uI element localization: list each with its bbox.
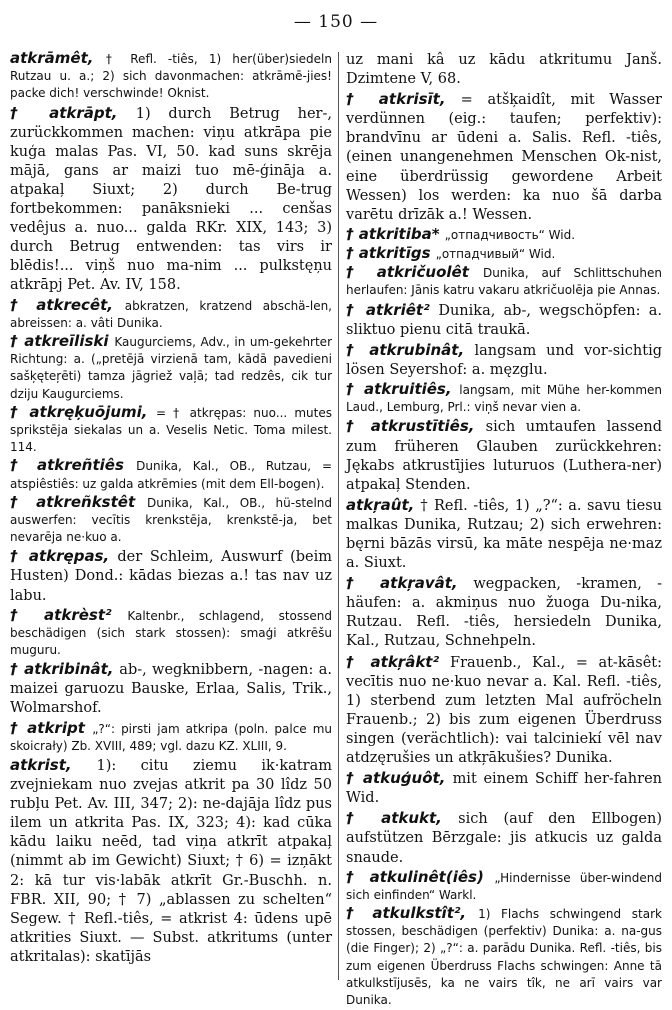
dictionary-entry bbox=[346, 264, 662, 298]
dictionary-entry bbox=[10, 547, 332, 604]
entry-headword: † atkribinât, bbox=[10, 660, 114, 679]
dictionary-entry bbox=[346, 90, 662, 224]
entry-headword: † atkritiba* bbox=[346, 224, 440, 243]
entry-headword: † atkript bbox=[10, 718, 85, 737]
entry-text: Kaugurciems, Adv., in um-gekehrter Richtung: a. („pretējā virzienā tam, kādā pavedieni sašķęteŗēti) tamza jāgriež vaļā; tad redzês, cik tur dziju Kaugurciems. bbox=[10, 334, 332, 401]
entry-text: 1) durch Betrug her-, zurückkommen machen: viņu atkrāpa pie kuģa malas Pas. VI, 50. kad suns skrēja mājā, gans ar maizi tuo mē-ģināja a. atpakaļ Siuxt; 2) durch Be-trug fortbekommen: panāksnieki ... cenšas vedêjus a. nuo... galda RKr. XIX, 143; 3) durch Betrug entwenden: tas virs ir blēdis!... viņš nuo ma-nim ... pulkstęņu atkrāpj Pet. Av. IV, 158. bbox=[10, 105, 332, 294]
entry-headword: † atkričuolêt bbox=[346, 263, 469, 282]
entry-text: Dunika, Kal., OB., Rutzau, = atspiêstiês: uz galda atkrēmies (mit dem Ell-bogen). bbox=[10, 459, 333, 491]
dictionary-entry bbox=[346, 496, 662, 572]
entry-headword: † atkrustītiês, bbox=[346, 417, 475, 436]
entry-text: uz mani kâ uz kādu atkritumu Janš. Dzimtene V, 68. bbox=[346, 52, 662, 88]
entry-headword: † atkritīgs bbox=[346, 244, 431, 263]
entry-headword: † atkriêt² bbox=[346, 300, 430, 319]
dictionary-entry bbox=[346, 653, 662, 768]
dictionary-entry bbox=[346, 50, 662, 88]
dictionary-entry bbox=[10, 756, 332, 966]
right-column bbox=[346, 50, 662, 1010]
dictionary-entry bbox=[346, 417, 662, 493]
entry-text: wegpacken, -kramen, -häufen: a. akmiņus nuo žuoga Du-nika, Rutzau. Refl. -tiês, hersiedeln Dunika, Kal., Rutzau, Schnehpeln. bbox=[346, 576, 663, 650]
left-column bbox=[10, 50, 332, 968]
entry-text: langsam, mit Mühe her-kommen Laud., Lemburg, Prl.: viņš nevar vien a. bbox=[346, 383, 662, 415]
dictionary-entry bbox=[10, 494, 332, 546]
entry-text: „?“: pirsti jam atkripa (poln. palce mu skoicrały) Zb. XVIII, 489; vgl. dazu KZ. XLIII, 9. bbox=[10, 721, 332, 753]
entry-headword: † atkukt, bbox=[346, 809, 442, 828]
entry-text: ab-, wegknibbern, -nagen: a. maizei garuozu Bauske, Erlaa, Salis, Trik., Wolmarshof. bbox=[10, 662, 332, 717]
dictionary-entry bbox=[346, 301, 662, 339]
entry-headword: † atkuģuôt, bbox=[346, 769, 446, 788]
dictionary-entry bbox=[346, 245, 662, 262]
dictionary-entry bbox=[10, 50, 332, 102]
entry-text: mit einem Schiff her-fahren Wid. bbox=[346, 771, 662, 807]
entry-headword: atkrist, bbox=[10, 755, 72, 774]
entry-text: 1): citu ziemu ik·katram zvejniekam nuo zvejas atkrit pa 30 lîdz 50 rubļu Pet. Av. III, 347; 2): ne-dajāja lîdz pus ilem un atkrita Pas. IX, 323; 4): kad cūka kādu laiku neēd, tad viņa atkrīt atpakaļ (nimmt ab im Gewicht) Siuxt; † 6) = izņākt 2: kā tur vis·labāk atkrīt Gr.-Buschh. n. FBR. XII, 90; † 7) „ablassen zu schelten“ Segew. † Refl.-tiês, = atkrist 4: ūdens upē atkrities Siuxt. — Subst. atkritums (unter atkritalas): skatījās bbox=[10, 757, 332, 965]
entry-text: Dunika, auf Schlittschuhen herlaufen: Jānis katru vakaru atkričuolēja pie Annas. bbox=[346, 266, 662, 298]
dictionary-entry bbox=[10, 607, 332, 659]
dictionary-entry bbox=[346, 809, 662, 866]
dictionary-entry bbox=[346, 574, 662, 650]
column-divider bbox=[338, 52, 339, 980]
entry-text: sich umtaufen lassend zum früheren Glauben zurückkehren: Jękabs atkrustījies luturuos (Luthera-ner) atpakaļ Stenden. bbox=[346, 419, 663, 493]
dictionary-entry bbox=[10, 660, 332, 717]
entry-headword: atkrāmêt, bbox=[10, 49, 94, 67]
entry-headword: † atkruitiês, bbox=[346, 380, 452, 399]
entry-text: † Refl. -tiês, 1) her(über)siedeln Rutzau u. a.; 2) sich davonmachen: atkrāmē-jies! packe dich! verschwinde! Oknist. bbox=[10, 52, 332, 101]
entry-text: 1) Flachs schwingend stark stossen, beschädigen (perfektiv) Dunika: a. na-gus (die Finger); 2) „?“: a. parādu Dunika. Refl. -tiês, bis zum eigenen Überdruss Flachs schwingen: Anne tā atkulkstījusēs, ka ne vairs tîk, ne arī vairs var Dunika. bbox=[346, 907, 662, 1008]
page-number: — 150 — bbox=[293, 12, 379, 32]
entry-headword: † atkrāpt, bbox=[10, 103, 118, 122]
entry-headword: † atkulinêt(iês) bbox=[346, 867, 484, 886]
entry-text: „Hindernisse über-windend sich einfinden“ Warkl. bbox=[346, 870, 662, 902]
entry-text: „отпадчивый“ Wid. bbox=[435, 247, 556, 262]
entry-text: abkratzen, kratzend abschä-len, abreissen: a. vâti Dunika. bbox=[10, 298, 332, 330]
dictionary-entry bbox=[10, 333, 332, 402]
entry-text: Kaltenbr., schlagend, stossend beschädigen (sich stark stossen): smaģi atkrēšu muguru. bbox=[10, 608, 332, 658]
dictionary-entry bbox=[346, 226, 662, 243]
entry-headword: † atkŗavât, bbox=[346, 574, 458, 593]
entry-headword: † atkreīliski bbox=[10, 331, 109, 350]
entry-text: der Schleim, Auswurf (beim Husten) Dond.: kādas biezas a.! tas nav uz labu. bbox=[10, 549, 332, 604]
entry-headword: † atkrecêt, bbox=[10, 295, 113, 314]
dictionary-entry bbox=[10, 457, 332, 491]
dictionary-entry bbox=[346, 869, 662, 903]
entry-headword: † atkrèst² bbox=[10, 605, 112, 624]
entry-text: langsam und vor-sichtig lösen Seyershof: a. męzglu. bbox=[346, 342, 662, 378]
entry-text: Dunika, Kal., OB., hü-stelnd auswerfen: vecītis krenkstēja, krenkstē-ja, bet nevarēja ne·kuo a. bbox=[10, 495, 332, 545]
dictionary-entry bbox=[346, 341, 662, 379]
entry-text: Frauenb., Kal., = at-kāsêt: vecītis nuo ne·kuo nevar a. Kal. Refl. -tiês, 1) sterbend zum letzten Mal aufröcheln Frauenb.; 2) bis zum eigenen Überdruss singen (verächtlich): vai talciniekí vēl nav atdzęrušies un atkŗākušies? Dunika. bbox=[346, 654, 662, 767]
dictionary-entry bbox=[10, 104, 332, 295]
entry-headword: atkŗaût, bbox=[346, 495, 415, 514]
entry-headword: † atkrisīt, bbox=[346, 90, 446, 109]
entry-headword: † atkręķuōjumi, bbox=[10, 402, 148, 421]
dictionary-entry bbox=[10, 720, 332, 754]
entry-text: Dunika, ab-, wegschöpfen: a. sliktuo pienu citā traukā. bbox=[346, 302, 662, 338]
entry-headword: † atkreñkstêt bbox=[10, 492, 136, 511]
entry-text: sich (auf den Ellbogen) aufstützen Bērzgale: jis atkucis uz galda snaude. bbox=[346, 811, 662, 866]
entry-text: † Refl. -tiês, 1) „?“: a. savu tiesu malkas Dunika, Rutzau; 2) sich erwehren: bęrni bāzās virsū, ka māte nespēja ne·maz a. Siuxt. bbox=[346, 497, 663, 572]
dictionary-entry bbox=[346, 769, 662, 807]
entry-headword: † atkulkstît², bbox=[346, 904, 467, 922]
dictionary-entry bbox=[346, 381, 662, 415]
entry-headword: † atkreñtiês bbox=[10, 456, 124, 475]
dictionary-entry bbox=[346, 905, 662, 1008]
entry-headword: † atkŗâkt² bbox=[346, 652, 440, 671]
dictionary-entry bbox=[10, 297, 332, 331]
entry-headword: † atkrępas, bbox=[10, 547, 110, 566]
entry-text: = atšķaidît, mit Wasser verdünnen (eig.: taufen; perfektiv): brandvīnu ar ūdeni a. Salis. Refl. -tiês, (einen unangenehmen Menschen Ok-nist, eine überdrüssig gewordene Arbeit Wessen) los werden: ka nuo šā darba varētu drīzāk a.! Wessen. bbox=[346, 92, 662, 223]
entry-headword: † atkrubinât, bbox=[346, 340, 465, 359]
entry-text: „отпадчивость“ Wid. bbox=[444, 227, 576, 242]
entry-text: = † atkrępas: nuo... mutes sprikstēja siekalas un a. Veselis Netic. Toma milest. 114. bbox=[10, 405, 333, 455]
dictionary-entry bbox=[10, 404, 332, 456]
